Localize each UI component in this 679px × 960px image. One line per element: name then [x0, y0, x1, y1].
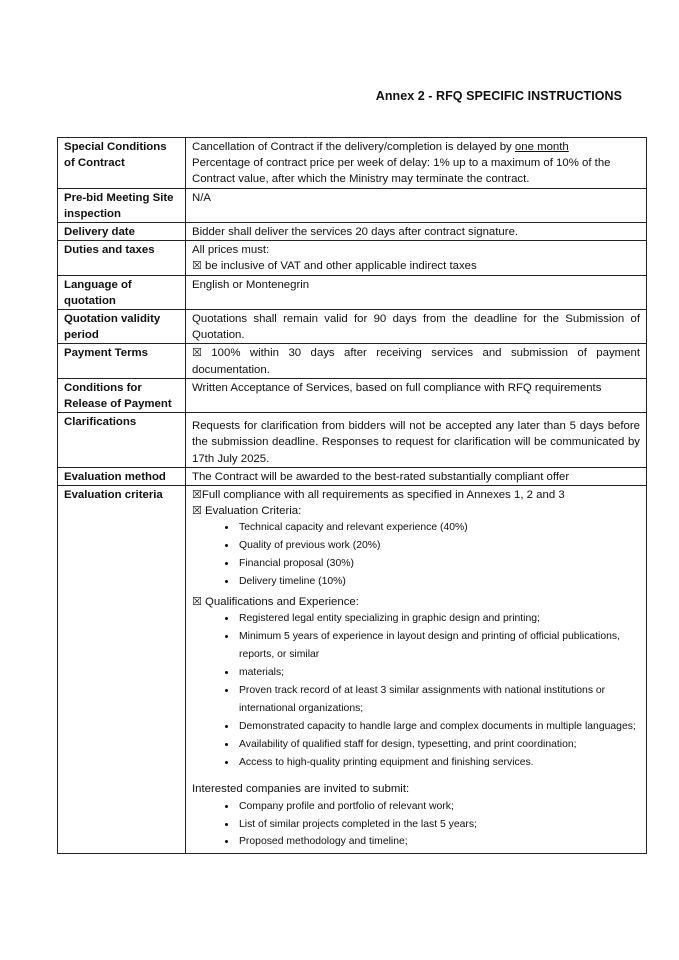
- table-row: [58, 378, 647, 412]
- evaluation-criteria-list: [192, 519, 640, 591]
- section-title-qualifications: ☒ Qualifications and Experience:: [192, 595, 359, 609]
- duties-line1: All prices must:: [192, 244, 270, 257]
- row-label-prebid: Pre-bid Meeting Site inspection: [58, 188, 186, 222]
- full-compliance-line: ☒Full compliance with all requirements as specified in Annexes 1, 2 and 3: [192, 488, 565, 502]
- row-label-eval-criteria: Evaluation criteria: [58, 486, 186, 854]
- cancellation-text: Cancellation of Contract if the delivery/completion is delayed by: [192, 141, 515, 153]
- section-title-submission: Interested companies are invited to submit:: [192, 783, 410, 796]
- table-row: [58, 138, 647, 189]
- row-label-clarifications: Clarifications: [58, 413, 186, 468]
- table-row: [58, 413, 647, 468]
- table-row: [58, 310, 647, 344]
- clarifications-value: Requests for clarification from bidders will not be accepted any later than 5 days before the submission deadline. Responses to request for clarification will be communicated by 17th July 2025.: [186, 413, 647, 468]
- payment-cell: [186, 344, 647, 378]
- qualifications-list: [192, 610, 640, 771]
- table-row: [58, 223, 647, 241]
- list-item: • Registered legal entity specializing in graphic design and printing;: [237, 610, 640, 628]
- eval-criteria-cell: [186, 486, 647, 854]
- checked-box-icon: ☒: [192, 259, 202, 273]
- row-label-eval-method: Evaluation method: [58, 467, 186, 485]
- row-label-validity: Quotation validity period: [58, 310, 186, 344]
- submission-list: [192, 798, 640, 852]
- list-item: • Proven track record of at least 3 similar assignments with national institutions or international organizations;: [237, 682, 640, 718]
- language-value: English or Montenegrin: [186, 275, 647, 309]
- delay-penalty-text: Percentage of contract price per week of delay: 1% up to a maximum of 10% of the Contract value, after which the Ministry may terminate the contract.: [192, 157, 611, 186]
- release-value: Written Acceptance of Services, based on full compliance with RFQ requirements: [186, 378, 647, 412]
- list-item: • Proposed methodology and timeline;: [237, 833, 640, 851]
- section-title-evaluation: ☒ Evaluation Criteria:: [192, 504, 302, 518]
- table-row: [58, 241, 647, 275]
- row-label-release: Conditions for Release of Payment: [58, 378, 186, 412]
- checked-box-icon: ☒: [192, 595, 202, 609]
- row-label-special-conditions: Special Conditions of Contract: [58, 138, 186, 189]
- table-row: [58, 467, 647, 485]
- list-item: • Minimum 5 years of experience in layout design and printing of official publications, reports, or similar: [237, 628, 640, 664]
- special-conditions-cell: [186, 138, 647, 189]
- row-label-payment: Payment Terms: [58, 344, 186, 378]
- table-row: [58, 188, 647, 222]
- rfq-instructions-table: [57, 137, 647, 854]
- table-row: [58, 344, 647, 378]
- duties-line2: be inclusive of VAT and other applicable indirect taxes: [201, 260, 477, 273]
- row-label-delivery: Delivery date: [58, 223, 186, 241]
- list-item: • materials;: [237, 664, 640, 682]
- eval-method-value: The Contract will be awarded to the best-rated substantially compliant offer: [186, 467, 647, 485]
- cancellation-period: one month: [514, 141, 569, 153]
- table-row: [58, 486, 647, 854]
- row-label-duties: Duties and taxes: [58, 241, 186, 275]
- list-item: • Availability of qualified staff for design, typesetting, and print coordination;: [237, 736, 640, 754]
- list-item: • List of similar projects completed in the last 5 years;: [237, 816, 640, 834]
- row-label-language: Language of quotation: [58, 275, 186, 309]
- validity-value: Quotations shall remain valid for 90 days from the deadline for the Submission of Quotation.: [186, 310, 647, 344]
- table-row: [58, 275, 647, 309]
- checked-box-icon: ☒: [192, 504, 202, 518]
- list-item: • Company profile and portfolio of relevant work;: [237, 798, 640, 816]
- list-item: • Quality of previous work (20%): [237, 537, 640, 555]
- list-item: • Financial proposal (30%): [237, 555, 640, 573]
- duties-cell: [186, 241, 647, 275]
- payment-value: 100% within 30 days after receiving services and submission of payment documentation.: [192, 347, 640, 376]
- list-item: • Technical capacity and relevant experience (40%): [237, 519, 640, 537]
- delivery-value: Bidder shall deliver the services 20 days after contract signature.: [186, 223, 647, 241]
- checked-box-icon: ☒: [192, 488, 202, 502]
- prebid-value: N/A: [186, 188, 647, 222]
- list-item: • Demonstrated capacity to handle large and complex documents in multiple languages;: [237, 718, 640, 736]
- page-title: Annex 2 - RFQ SPECIFIC INSTRUCTIONS: [375, 89, 622, 103]
- list-item: • Delivery timeline (10%): [237, 573, 640, 591]
- checked-box-icon: ☒: [192, 346, 202, 360]
- list-item: • Access to high-quality printing equipment and finishing services.: [237, 754, 640, 772]
